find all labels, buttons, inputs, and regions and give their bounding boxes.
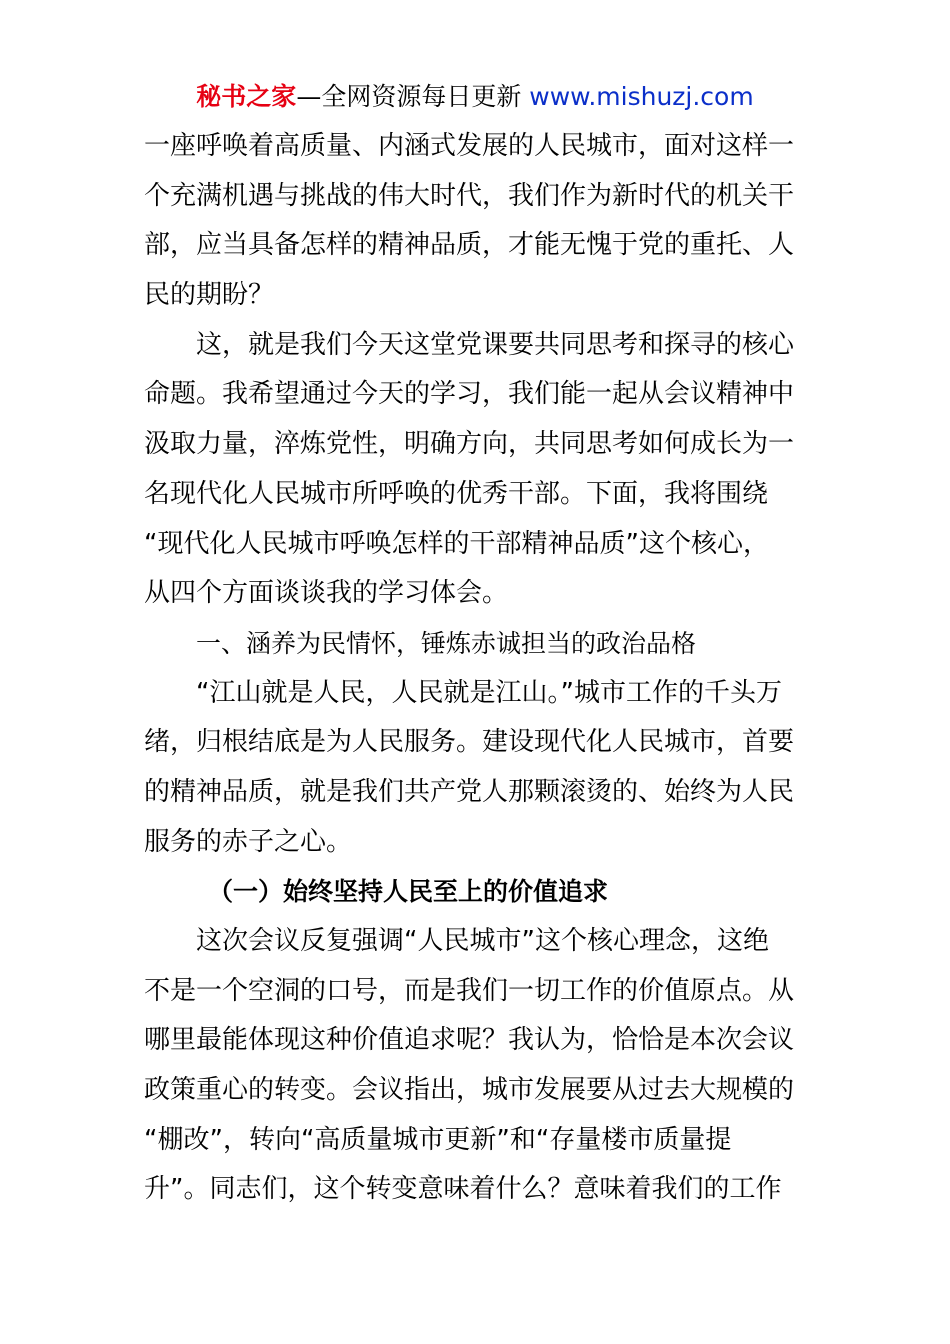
text-line: 民的期盼？: [144, 280, 275, 311]
site-brand: 秘书之家: [196, 82, 297, 111]
site-url-link[interactable]: www.mishuzj.com: [529, 82, 754, 111]
text-line: 这，就是我们今天这堂党课要共同思考和探寻的核心: [196, 329, 795, 360]
text-line: “江山就是人民，人民就是江山。”城市工作的千头万: [196, 677, 782, 708]
text-line: 的精神品质，就是我们共产党人那颗滚烫的、始终为人民: [144, 776, 795, 807]
text-line: “棚改”，转向“高质量城市更新”和“存量楼市质量提: [144, 1124, 732, 1155]
section-heading: 一、涵养为民情怀，锤炼赤诚担当的政治品格: [196, 628, 697, 658]
text-line: 部，应当具备怎样的精神品质，才能无愧于党的重托、人: [144, 230, 795, 261]
text-line: 从四个方面谈谈我的学习体会。: [144, 578, 509, 609]
text-line: 名现代化人民城市所呼唤的优秀干部。下面，我将围绕: [144, 478, 769, 509]
subsection-heading: （一）始终坚持人民至上的价值追求: [208, 877, 609, 907]
text-line: 政策重心的转变。会议指出，城市发展要从过去大规模的: [144, 1075, 795, 1106]
site-tagline: —全网资源每日更新: [296, 82, 522, 111]
text-line: 升”。同志们，这个转变意味着什么？意味着我们的工作: [144, 1174, 782, 1205]
text-line: 汲取力量，淬炼党性，明确方向，共同思考如何成长为一: [144, 429, 795, 460]
site-header: [0, 80, 950, 114]
text-line: 哪里最能体现这种价值追求呢？我认为，恰恰是本次会议: [144, 1025, 795, 1056]
text-line: 个充满机遇与挑战的伟大时代，我们作为新时代的机关干: [144, 180, 795, 211]
text-line: 命题。我希望通过今天的学习，我们能一起从会议精神中: [144, 379, 795, 410]
text-line: “现代化人民城市呼唤怎样的干部精神品质”这个核心，: [144, 528, 769, 559]
text-line: 服务的赤子之心。: [144, 826, 353, 857]
text-line: 不是一个空洞的口号，而是我们一切工作的价值原点。从: [144, 975, 795, 1006]
text-line: 绪，归根结底是为人民服务。建设现代化人民城市，首要: [144, 727, 795, 758]
text-line: 这次会议反复强调“人民城市”这个核心理念，这绝: [196, 926, 769, 956]
text-line: 一座呼唤着高质量、内涵式发展的人民城市，面对这样一: [144, 131, 795, 161]
document-body: [144, 122, 808, 1215]
